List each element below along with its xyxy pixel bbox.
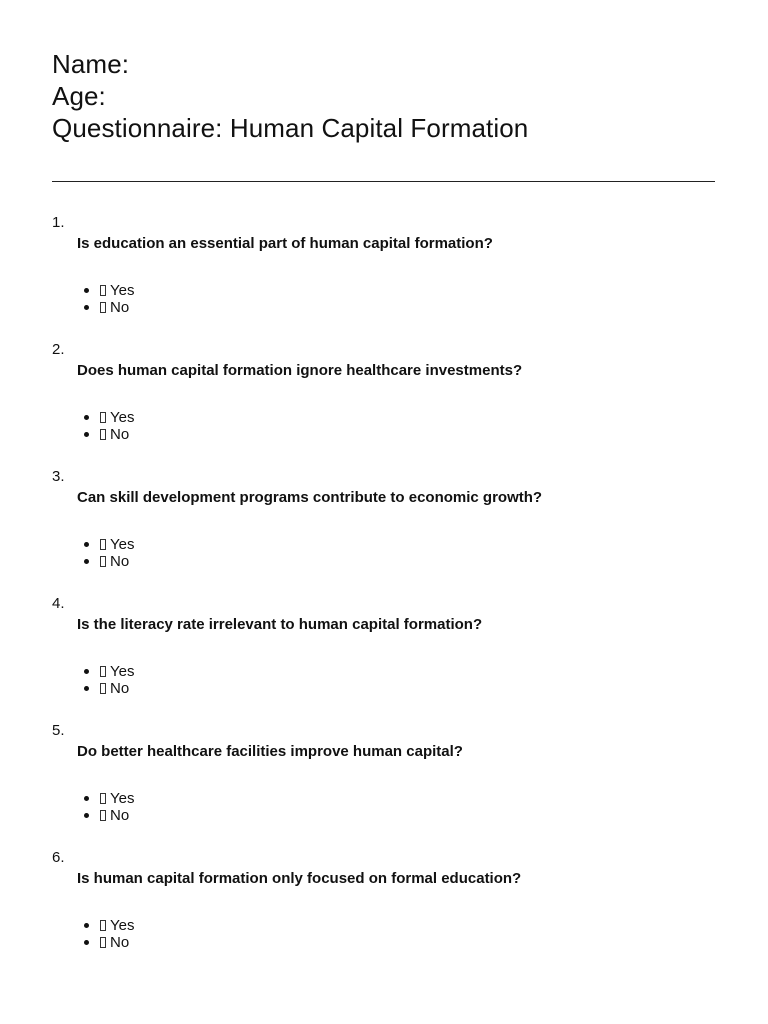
question-item (52, 341, 715, 468)
question-number: 5. (52, 722, 65, 739)
answer-options (77, 282, 134, 316)
checkbox-icon[interactable] (100, 539, 106, 550)
question-number: 4. (52, 595, 65, 612)
question-number: 6. (52, 849, 65, 866)
answer-options (77, 536, 134, 570)
bullet-icon (84, 305, 89, 310)
option-label: Yes (110, 409, 135, 426)
bullet-icon (84, 415, 89, 420)
answer-option-no[interactable] (77, 807, 134, 824)
question-text: Is the literacy rate irrelevant to human capital formation? (77, 616, 483, 633)
checkbox-icon[interactable] (100, 920, 106, 931)
answer-option-yes[interactable] (77, 536, 134, 553)
checkbox-icon[interactable] (100, 937, 106, 948)
option-label: No (110, 934, 130, 951)
option-label: No (110, 553, 130, 570)
bullet-icon (84, 288, 89, 293)
answer-options (77, 409, 134, 443)
document-page (52, 48, 715, 976)
bullet-icon (84, 669, 89, 674)
name-label: Name: (52, 49, 130, 79)
answer-option-yes[interactable] (77, 282, 134, 299)
checkbox-icon[interactable] (100, 683, 106, 694)
question-item (52, 849, 715, 976)
answer-option-yes[interactable] (77, 790, 134, 807)
page-title: Questionnaire: Human Capital Formation (52, 113, 529, 143)
question-text: Is education an essential part of human capital formation? (77, 235, 493, 252)
question-number: 2. (52, 341, 65, 358)
option-label: Yes (110, 790, 135, 807)
answer-options (77, 790, 134, 824)
bullet-icon (84, 923, 89, 928)
checkbox-icon[interactable] (100, 302, 106, 313)
bullet-icon (84, 542, 89, 547)
checkbox-icon[interactable] (100, 810, 106, 821)
checkbox-icon[interactable] (100, 412, 106, 423)
bullet-icon (84, 686, 89, 691)
checkbox-icon[interactable] (100, 556, 106, 567)
question-number: 1. (52, 214, 65, 231)
option-label: No (110, 299, 130, 316)
checkbox-icon[interactable] (100, 793, 106, 804)
option-label: Yes (110, 663, 135, 680)
answer-options (77, 917, 134, 951)
question-item (52, 722, 715, 849)
option-label: Yes (110, 282, 135, 299)
answer-option-yes[interactable] (77, 917, 134, 934)
question-text: Is human capital formation only focused on formal education? (77, 870, 522, 887)
answer-option-no[interactable] (77, 553, 134, 570)
answer-option-yes[interactable] (77, 663, 134, 680)
option-label: No (110, 426, 130, 443)
option-label: No (110, 680, 130, 697)
answer-option-no[interactable] (77, 934, 134, 951)
bullet-icon (84, 432, 89, 437)
bullet-icon (84, 796, 89, 801)
question-item (52, 595, 715, 722)
document-header (52, 48, 715, 144)
horizontal-divider (52, 181, 715, 182)
question-item (52, 468, 715, 595)
answer-option-no[interactable] (77, 299, 134, 316)
answer-option-no[interactable] (77, 680, 134, 697)
question-text: Can skill development programs contribute to economic growth? (77, 489, 543, 506)
checkbox-icon[interactable] (100, 429, 106, 440)
checkbox-icon[interactable] (100, 285, 106, 296)
option-label: Yes (110, 536, 135, 553)
option-label: Yes (110, 917, 135, 934)
answer-option-no[interactable] (77, 426, 134, 443)
bullet-icon (84, 559, 89, 564)
age-label: Age: (52, 81, 106, 111)
checkbox-icon[interactable] (100, 666, 106, 677)
bullet-icon (84, 940, 89, 945)
question-text: Do better healthcare facilities improve human capital? (77, 743, 463, 760)
question-list (52, 214, 715, 976)
answer-options (77, 663, 134, 697)
question-number: 3. (52, 468, 65, 485)
bullet-icon (84, 813, 89, 818)
answer-option-yes[interactable] (77, 409, 134, 426)
question-item (52, 214, 715, 341)
question-text: Does human capital formation ignore healthcare investments? (77, 362, 523, 379)
option-label: No (110, 807, 130, 824)
